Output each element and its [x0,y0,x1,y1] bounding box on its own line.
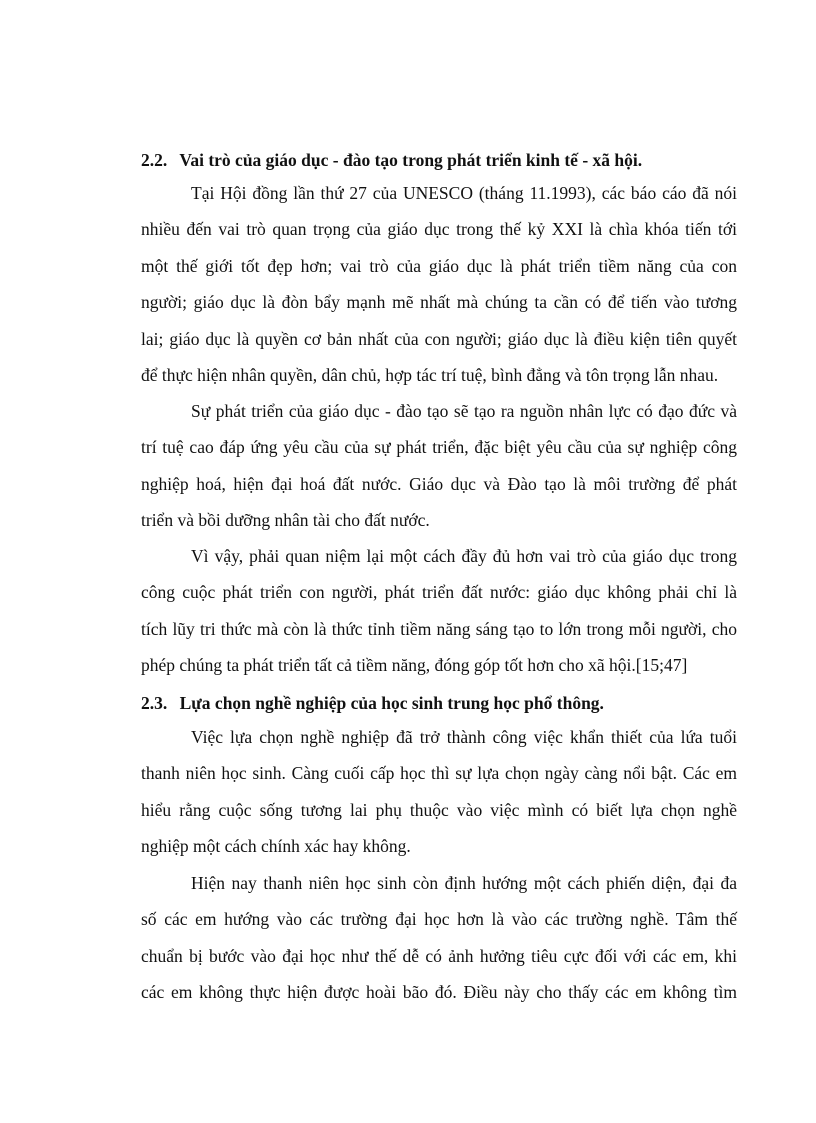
text-line: phép chúng ta phát triển tất cả tiềm năng, đóng góp tốt hơn cho xã hội.[15;47] [141,655,688,676]
text-line: hiểu rằng cuộc sống tương lai phụ thuộc vào việc mình có biết lựa chọn nghề [141,799,737,820]
text-line: Vì vậy, phải quan niệm lại một cách đầy đủ hơn vai trò của giáo dục trong [191,546,737,566]
text-line: nhiều đến vai trò quan trọng của giáo dục trong thế kỷ XXI là chìa khóa tiến tới [141,219,737,240]
text-line: để thực hiện nhân quyền, dân chủ, hợp tác trí tuệ, bình đẳng và tôn trọng lẫn nhau. [141,364,719,385]
text-line: công cuộc phát triển con người, phát triển đất nước: giáo dục không phải chỉ là [141,582,737,603]
section-number: 2.3. [141,693,168,713]
section-title: Vai trò của giáo dục - đào tạo trong phát triển kinh tế - xã hội. [179,150,643,170]
text-line: thanh niên học sinh. Càng cuối cấp học thì sự lựa chọn ngày càng nổi bật. Các em [141,763,737,784]
paragraph-unesco [141,175,737,393]
text-line: Hiện nay thanh niên học sinh còn định hướng một cách phiến diện, đại đa [191,873,737,893]
section-heading-2-3 [141,693,604,713]
text-line: tích lũy tri thức mà còn là thức tỉnh tiềm năng sáng tạo to lớn trong mỗi người, cho [141,618,737,639]
text-line: trí tuệ cao đáp ứng yêu cầu của sự phát triển, đặc biệt yêu cầu của sự nghiệp công [141,437,737,458]
text-line: Tại Hội đồng lần thứ 27 của UNESCO (tháng 11.1993), các báo cáo đã nói [191,183,737,203]
paragraph-career-choice [141,719,737,865]
text-line: Sự phát triển của giáo dục - đào tạo sẽ tạo ra nguồn nhân lực có đạo đức và [191,401,737,421]
text-line: người; giáo dục là đòn bẩy mạnh mẽ nhất mà chúng ta cần có để tiến vào tương [141,292,737,313]
section-heading-2-2 [141,150,642,170]
text-line: lai; giáo dục là quyền cơ bản nhất của con người; giáo dục là điều kiện tiên quyết [141,328,737,349]
text-line: Việc lựa chọn nghề nghiệp đã trở thành công việc khẩn thiết của lứa tuổi [191,727,737,747]
section-title: Lựa chọn nghề nghiệp của học sinh trung học phổ thông. [179,693,604,713]
text-line: triển và bồi dưỡng nhân tài cho đất nước. [141,510,430,531]
text-line: chuẩn bị bước vào đại học như thế dễ có ảnh hưởng tiêu cực đối với các em, khi [141,945,737,966]
text-line: nghiệp hoá, hiện đại hoá đất nước. Giáo dục và Đào tạo là môi trường để phát [141,473,737,494]
paragraph-current-orientation [141,865,737,1011]
text-line: số các em hướng vào các trường đại học hơn là vào các trường nghề. Tâm thế [141,909,737,930]
section-number: 2.2. [141,150,168,170]
text-line: một thế giới tốt đẹp hơn; vai trò của giáo dục là phát triển tiềm năng của con [141,255,737,276]
text-line: nghiệp một cách chính xác hay không. [141,836,411,857]
text-line: các em không thực hiện được hoài bão đó. Điều này cho thấy các em không tìm [141,982,737,1003]
paragraph-conception [141,538,737,684]
paragraph-development [141,393,737,539]
